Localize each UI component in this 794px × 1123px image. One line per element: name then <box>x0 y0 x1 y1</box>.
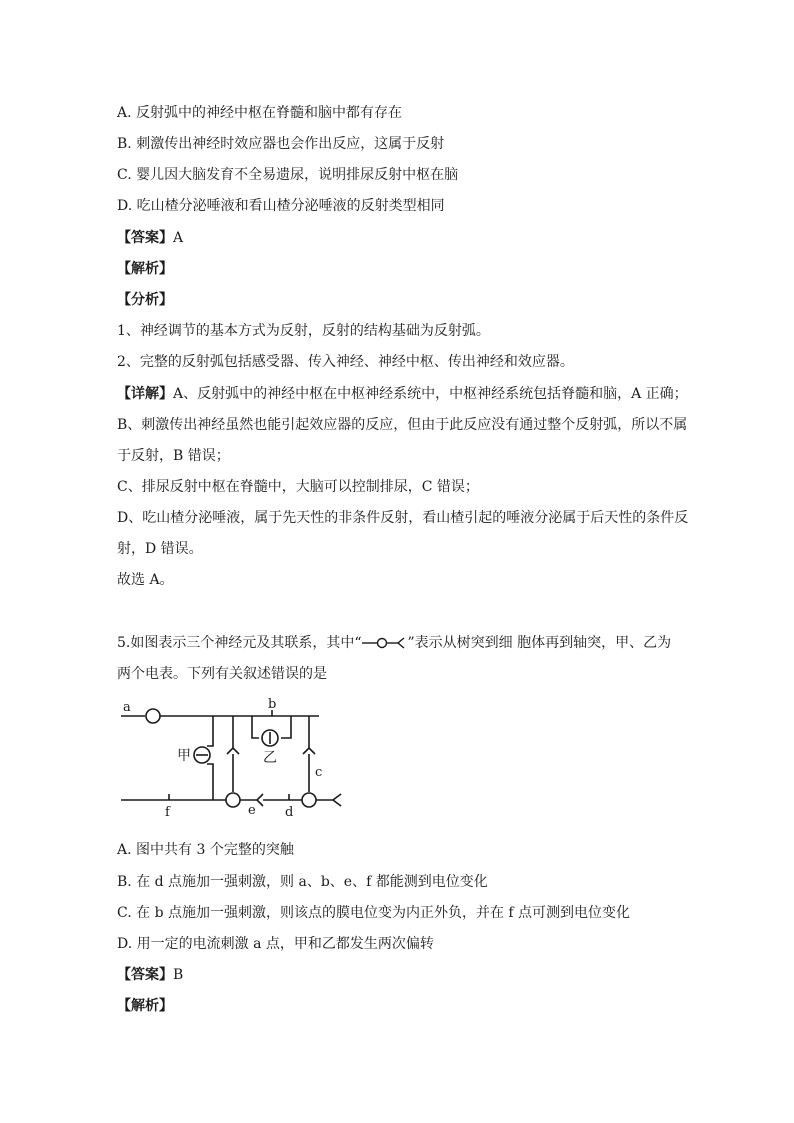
q5-option-b: B. 在 d 点施加一强刺激，则 a、b、e、f 都能测到电位变化 <box>117 874 488 890</box>
label-e: e <box>248 803 256 818</box>
q4-analysis-tag: 【解析】 <box>117 261 173 277</box>
meter-jia-lead-top <box>207 716 213 746</box>
q5-answer <box>117 965 183 985</box>
answer-tag: 【答案】 <box>117 967 173 983</box>
label-f: f <box>165 805 170 820</box>
answer-value: A <box>173 230 184 246</box>
q4-detail-line-6: 射，D 错误。 <box>117 541 203 557</box>
meter-yi-lead-left <box>252 716 259 738</box>
neuron-diagram <box>117 696 357 826</box>
q5-stem-line-1 <box>117 633 671 653</box>
label-b: b <box>268 697 277 712</box>
answer-value: B <box>173 967 184 983</box>
synapse-end <box>333 794 341 806</box>
q4-conclusion: 故选 A。 <box>117 572 174 588</box>
q4-point-1: 1、神经调节的基本方式为反射，反射的结构基础为反射弧。 <box>117 323 490 339</box>
stem-part-2: ”表示从树突到细 胞体再到轴突，甲、乙为 <box>407 635 672 651</box>
q4-detail-line-1 <box>117 384 688 404</box>
neuron-left-cell-body <box>226 793 240 807</box>
q5-analysis-tag: 【解析】 <box>117 998 173 1014</box>
stem-part-1: 5.如图表示三个神经元及其联系，其中“ <box>117 635 362 651</box>
neuron-right-cell-body <box>302 793 316 807</box>
q4-fenxi-tag: 【分析】 <box>117 292 173 308</box>
q4-detail-line-5: D、吃山楂分泌唾液，属于先天性的非条件反射，看山楂引起的唾液分泌属于后天性的条件反 <box>117 510 689 526</box>
detail-tag: 【详解】 <box>117 386 173 402</box>
q5-option-a: A. 图中共有 3 个完整的突触 <box>117 842 294 858</box>
meter-jia-lead-bottom <box>207 764 213 770</box>
synapse-c <box>303 748 315 754</box>
q4-option-b: B. 刺激传出神经时效应器也会作出反应，这属于反射 <box>117 136 445 152</box>
detail-text: A、反射弧中的神经中枢在中枢神经系统中，中枢神经系统包括脊髓和脑，A 正确； <box>173 386 688 402</box>
q4-option-c: C. 婴儿因大脑发育不全易遗尿，说明排尿反射中枢在脑 <box>117 167 459 183</box>
q4-option-a: A. 反射弧中的神经中枢在脊髓和脑中都有存在 <box>117 105 403 121</box>
label-jia: 甲 <box>177 748 191 764</box>
q4-option-d: D. 吃山楂分泌唾液和看山楂分泌唾液的反射类型相同 <box>117 198 445 214</box>
answer-tag: 【答案】 <box>117 230 173 246</box>
q4-detail-line-4: C、排尿反射中枢在脊髓中，大脑可以控制排尿，C 错误； <box>117 479 479 495</box>
q4-detail-line-3: 于反射，B 错误； <box>117 448 230 464</box>
label-yi: 乙 <box>263 750 277 766</box>
synapse-e <box>257 794 263 806</box>
neuron-a-cell-body <box>146 709 160 723</box>
label-c: c <box>315 765 323 780</box>
neuron-symbol-icon <box>362 636 408 650</box>
q4-answer <box>117 228 183 248</box>
label-a: a <box>123 700 131 715</box>
q5-option-c: C. 在 b 点施加一强刺激，则该点的膜电位变为内正外负，并在 f 点可测到电位变化 <box>117 905 631 921</box>
synapse-left <box>227 748 239 754</box>
meter-yi-lead-right <box>281 716 291 738</box>
q5-stem-line-2: 两个电表。下列有关叙述错误的是 <box>117 666 327 682</box>
q4-point-2: 2、完整的反射弧包括感受器、传入神经、神经中枢、传出神经和效应器。 <box>117 354 574 370</box>
q4-detail-line-2: B、刺激传出神经虽然也能引起效应器的反应，但由于此反应没有通过整个反射弧，所以不属 <box>117 417 688 433</box>
label-d: d <box>285 805 294 820</box>
q5-option-d: D. 用一定的电流刺激 a 点，甲和乙都发生两次偏转 <box>117 936 434 952</box>
